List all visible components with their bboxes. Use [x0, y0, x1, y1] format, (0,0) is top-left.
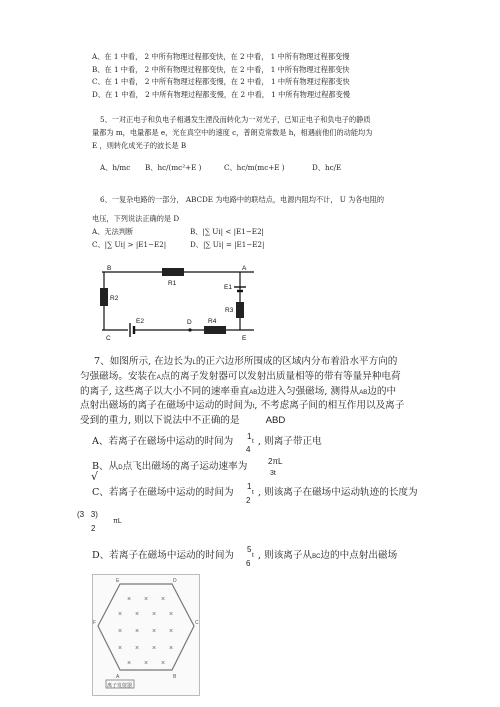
- label-e: E: [242, 335, 247, 342]
- q6-option-d-sub-2: 2: [257, 241, 263, 249]
- label-b: B: [107, 265, 112, 272]
- q7-option-d-t: t: [252, 552, 254, 559]
- q7-option-a-den: 4: [246, 445, 251, 454]
- svg-text:×: ×: [117, 645, 123, 652]
- label-e2: E2: [136, 318, 144, 325]
- q6-option-b-sub-2: 2: [257, 228, 262, 236]
- q4-option-d: D、在 1 中看， 2 中所有物理过程都变慢，在 2 中看， 1 中所有物理过程都变慢: [92, 90, 350, 99]
- q6-option-b: [190, 228, 264, 236]
- q7-option-d-den: 6: [246, 559, 251, 568]
- q7-option-b-sqrt: √: [91, 470, 99, 483]
- resistor-r1: [162, 268, 184, 276]
- q6-option-c-sub-2: 2: [159, 241, 164, 249]
- q7-option-d-bc: BC: [312, 554, 321, 560]
- q7-line3: [80, 387, 396, 397]
- hexagon-field-diagram: [92, 574, 200, 696]
- svg-text:×: ×: [143, 596, 149, 603]
- q7-option-d-num: 5: [247, 545, 252, 554]
- q4-option-b: B、在 1 中看， 2 中所有物理过程都变快，在 2 中看， 1 中所有物理过程都变快: [92, 65, 350, 74]
- q7-option-c-val1: (3 3): [77, 510, 98, 519]
- resistor-r2: [100, 288, 108, 306]
- q7-line2-text: 匀强磁场。安装在: [80, 371, 157, 382]
- vertex-a: A: [116, 674, 120, 680]
- q4-option-a: A、在 1 中看， 2 中所有物理过程都变快，在 2 中看， 1 中所有物理过程都变慢: [92, 52, 350, 61]
- emitter-label: 离子发射器: [107, 683, 133, 689]
- q7-line2-rest: 点的离子发射器可以发射出质量相等的带有等量异种电荷: [160, 371, 401, 382]
- q5-option-b: B、hc/(mc²+E ): [145, 163, 202, 172]
- q5-option-a: A、h/mc: [100, 163, 131, 172]
- q7-var-t: t: [252, 404, 255, 410]
- q6-option-b-end: −E: [245, 227, 258, 236]
- q7-edge-ab-2: AB: [359, 390, 368, 396]
- q6-option-d-mid: | = |E: [221, 240, 242, 249]
- q6-option-d-head: D、|∑ U: [190, 240, 219, 249]
- q6-option-c: [92, 241, 166, 249]
- q7-option-b-num: 2πL: [268, 457, 283, 466]
- q6-line2: 电压，下列说法正确的是 D: [92, 214, 180, 223]
- resistor-r3: [236, 302, 244, 318]
- battery-e2: [128, 323, 134, 337]
- q6-option-d-sub-i: i: [218, 241, 222, 249]
- svg-text:×: ×: [117, 628, 123, 635]
- q7-option-a-num: 1: [247, 432, 252, 441]
- q7-line3-end: 边的中: [367, 386, 397, 397]
- q7-edge-ab: AB: [249, 390, 258, 396]
- q7-line3-mid: 边进入匀强磁场, 测得从: [257, 386, 360, 397]
- q7-option-b-den: 3t: [270, 470, 276, 477]
- q7-option-d-end: 边的中点射出磁场: [320, 550, 398, 561]
- q5-option-d: D、hc/E: [312, 163, 342, 172]
- vertex-d: D: [173, 578, 177, 584]
- vertex-e: E: [116, 578, 120, 584]
- q7-option-b-d: D: [118, 465, 123, 471]
- q6-option-c-sub-i: i: [120, 241, 123, 249]
- svg-text:×: ×: [134, 645, 140, 652]
- label-r2: R2: [110, 295, 119, 302]
- q7-line3-text: 的离子, 这些离子以大小不同的速率垂直: [80, 386, 250, 397]
- svg-text:×: ×: [160, 596, 166, 603]
- q6-option-d-sub-1: 1: [241, 241, 247, 249]
- q7-option-c-val3: 2: [91, 524, 96, 533]
- svg-text:×: ×: [143, 660, 149, 667]
- svg-text:×: ×: [117, 611, 123, 618]
- q7-option-c-val2: πL: [113, 518, 122, 525]
- q7-option-d-mid-text: , 则该离子从: [258, 550, 313, 561]
- q6-option-b-mid: | < |E: [220, 227, 242, 236]
- svg-text:×: ×: [168, 645, 174, 652]
- q6-option-c-mid: | > |E: [122, 240, 144, 249]
- q7-line4: [80, 401, 404, 411]
- q6-option-a: A、无法判断: [92, 227, 134, 236]
- q5-line1: 5、一对正电子和负电子相遇发生湮没而转化为一对光子，已知正电子和负电子的静质: [100, 115, 371, 124]
- svg-text:×: ×: [126, 596, 132, 603]
- q7-line5-text: 受到的重力, 则以下说法中不正确的是: [80, 415, 240, 426]
- q6-option-b-head: B、|∑ U: [190, 227, 219, 236]
- q7-option-a: A、若离子在磁场中运动的时间为: [92, 436, 234, 447]
- q6-line1: 6、一复杂电路的一部分， ABCDE 为电路中的联结点，电源内阻均不计， U 为各电阻的: [100, 195, 385, 204]
- svg-text:×: ×: [168, 628, 174, 635]
- svg-text:×: ×: [134, 611, 140, 618]
- label-r4: R4: [208, 318, 217, 325]
- q4-option-c: C、在 1 中看， 2 中所有物理过程都变慢，在 2 中看， 1 中所有物理过程都变快: [92, 77, 350, 86]
- q5-option-c: C、hc/m(mc+E ): [224, 163, 285, 172]
- q5-line3: E ，则转化成光子的波长是 B: [92, 141, 187, 150]
- q7-line4-rest: , 不考虑离子间的相互作用以及离子: [254, 400, 405, 411]
- q6-option-b-pipe: |: [261, 227, 264, 236]
- q7-option-c-end: , 则该离子在磁场中运动轨迹的长度为: [258, 487, 418, 498]
- resistor-r4: [204, 326, 226, 334]
- q7-option-a-end: , 则离子带正电: [258, 436, 322, 447]
- svg-text:×: ×: [134, 628, 140, 635]
- q6-option-c-end: −E: [148, 240, 160, 249]
- q7-answer: ABD: [265, 415, 286, 426]
- q7-line1-text: 7、如图所示, 在边长为: [94, 356, 193, 367]
- svg-text:×: ×: [151, 611, 157, 618]
- vertex-f: F: [93, 620, 97, 626]
- q6-option-d-end: −E: [246, 240, 258, 249]
- label-c: C: [106, 335, 111, 342]
- q6-option-b-sub-1: 1: [241, 228, 246, 236]
- svg-text:×: ×: [151, 628, 157, 635]
- svg-text:×: ×: [126, 660, 132, 667]
- q6-option-b-sub-i: i: [218, 228, 221, 236]
- q7-option-a-t: t: [252, 438, 254, 445]
- svg-text:×: ×: [151, 645, 157, 652]
- q7-option-c-num: 1: [247, 482, 252, 491]
- q7-option-b: [92, 462, 247, 472]
- q7-line4-text: 点射出磁场的离子在磁场中运动的时间为: [80, 400, 253, 411]
- junction-d: [188, 328, 191, 331]
- q7-line2: [80, 372, 401, 382]
- q6-option-d: [190, 241, 264, 249]
- label-r3: R3: [225, 307, 234, 314]
- q7-line1-rest: 的正六边形所围成的区域内分布着沿水平方向的: [195, 356, 398, 367]
- label-a: A: [242, 265, 247, 272]
- vertex-c: C: [195, 620, 199, 626]
- q7-option-b-text: B、从: [92, 461, 119, 472]
- label-e1: E1: [224, 284, 232, 291]
- q7-line1: [94, 357, 397, 367]
- svg-text:×: ×: [160, 660, 166, 667]
- q7-option-d: D、若离子在磁场中运动的时间为: [92, 550, 235, 561]
- q7-option-c-t: t: [252, 489, 254, 496]
- q6-option-c-head: C、|∑ U: [92, 240, 121, 249]
- label-d: D: [187, 319, 192, 326]
- vertex-b: B: [173, 674, 177, 680]
- q7-point-a: A: [156, 375, 161, 381]
- q7-option-c: C、若离子在磁场中运动的时间为: [92, 487, 234, 498]
- q6-option-d-pipe: |: [262, 240, 265, 249]
- q6-option-c-pipe: |: [163, 240, 167, 249]
- label-r1: R1: [168, 280, 177, 287]
- q7-option-d-mid: [258, 551, 397, 561]
- q7-line5: [80, 416, 285, 426]
- q6-option-c-sub-1: 1: [143, 241, 148, 249]
- q7-option-b-mid: 点飞出磁场的离子运动速率为: [122, 461, 248, 472]
- q7-var-l: L: [192, 360, 196, 366]
- circuit-diagram: [98, 262, 260, 344]
- q5-line2: 量都为 m，电量都是 e，光在真空中的速度 c，普朗克常数是 h，相遇前他们的动能均为: [92, 128, 373, 137]
- svg-text:×: ×: [168, 611, 174, 618]
- q7-option-c-den: 2: [246, 496, 251, 505]
